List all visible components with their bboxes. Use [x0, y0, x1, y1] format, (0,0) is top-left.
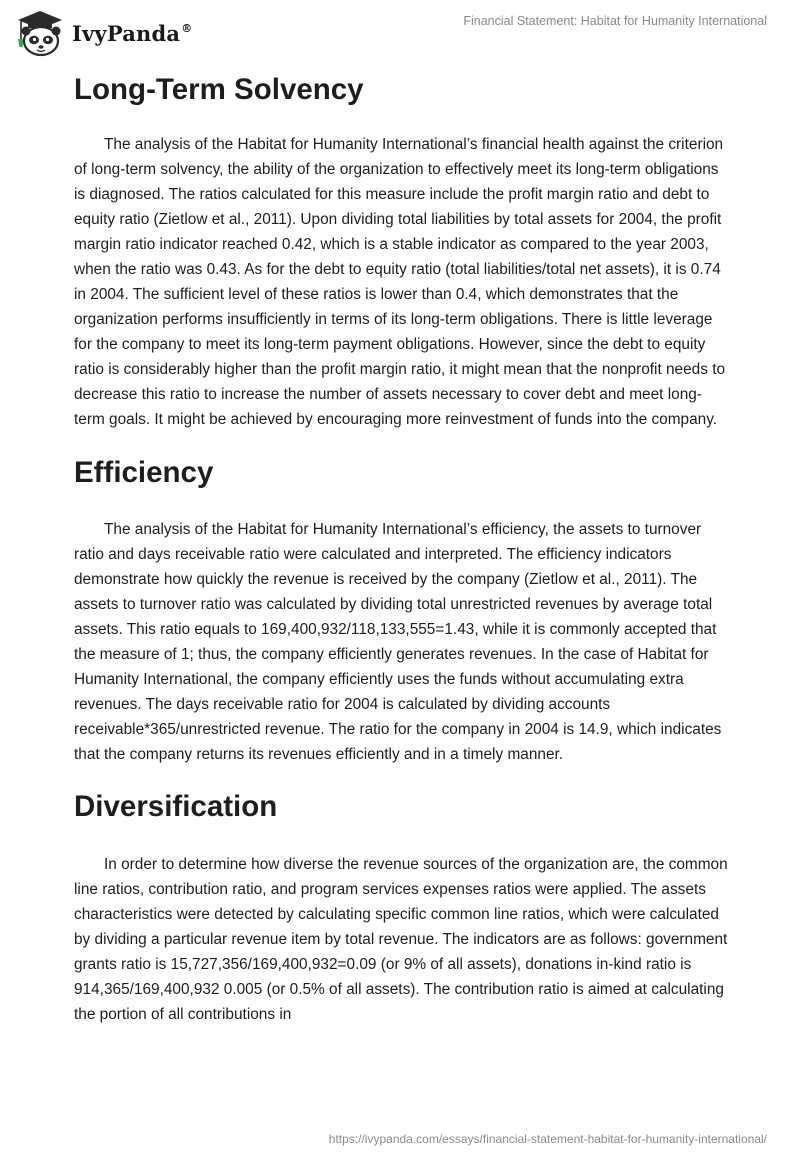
paragraph-efficiency: The analysis of the Habitat for Humanity International’s efficiency, the assets to turnover ratio and days receivable ratio were calculated and interpreted. The efficiency indicators demonstrate how quickly the revenue is received by the company (Zietlow et al., 2011). The assets to turnover ratio was calculated by dividing total unrestricted revenues by average total assets. This ratio equals to 169,400,932/118,133,555=1.43, while it is commonly accepted that the measure of 1; thus, the company efficiently generates revenues. In the case of Habitat for Humanity International, the company efficiently uses the funds without accumulating extra revenues. The days receivable ratio for 2004 is calculated by dividing accounts receivable*365/unrestricted revenue. The ratio for the company in 2004 is 14.9, which indicates that the company returns its revenues efficiently and in a timely manner. — [74, 521, 722, 763]
heading-diversification: Diversification — [74, 790, 278, 823]
brand-name: IvyPanda® — [72, 20, 193, 46]
paragraph-long-term-solvency: The analysis of the Habitat for Humanity International’s financial health against the criterion of long-term solvency, the ability of the organization to effectively meet its long-term obligations is diagnosed. The ratios calculated for this measure include the profit margin ratio and debt to equity ratio (Zietlow et al., 2011). Upon dividing total liabilities by total assets for 2004, the profit margin ratio indicator reached 0.42, which is a stable indicator as compared to the year 2003, when the ratio was 0.43. As for the debt to equity ratio (total liabilities/total net assets), it is 0.74 in 2004. The sufficient level of these ratios is lower than 0.4, which demonstrates that the organization performs insufficiently in terms of its long-term obligations. There is little leverage for the company to meet its long-term payment obligations. However, since the debt to equity ratio is considerably higher than the profit margin ratio, it might mean that the nonprofit needs to decrease this ratio to increase the number of assets necessary to cover debt and meet long-term goals. It might be achieved by encouraging more reinvestment of funds into the company. — [74, 136, 726, 428]
source-url-link[interactable]: https://ivypanda.com/essays/financial-statement-habitat-for-humanity-international/ — [328, 1132, 767, 1146]
panda-graduate-icon — [14, 9, 66, 57]
heading-efficiency: Efficiency — [74, 456, 214, 489]
ivypanda-logo[interactable] — [14, 8, 192, 58]
paragraph-diversification: In order to determine how diverse the revenue sources of the organization are, the common line ratios, contribution ratio, and program services expenses ratios were applied. The assets characteristics were detected by calculating specific common line ratios, which were calculated by dividing a particular revenue item by total revenue. The indicators are as follows: government grants ratio is 15,727,356/169,400,932=0.09 (or 9% of all assets), donations in-kind ratio is 914,365/169,400,932 0.005 (or 0.5% of all assets). The contribution ratio is aimed at calculating the portion of all contributions in — [74, 856, 728, 1023]
registered-mark: ® — [181, 21, 193, 35]
document-title: Financial Statement: Habitat for Humanity International — [463, 14, 767, 28]
article-body — [74, 66, 729, 1027]
heading-long-term-solvency: Long-Term Solvency — [74, 73, 364, 106]
page-header — [0, 0, 800, 62]
